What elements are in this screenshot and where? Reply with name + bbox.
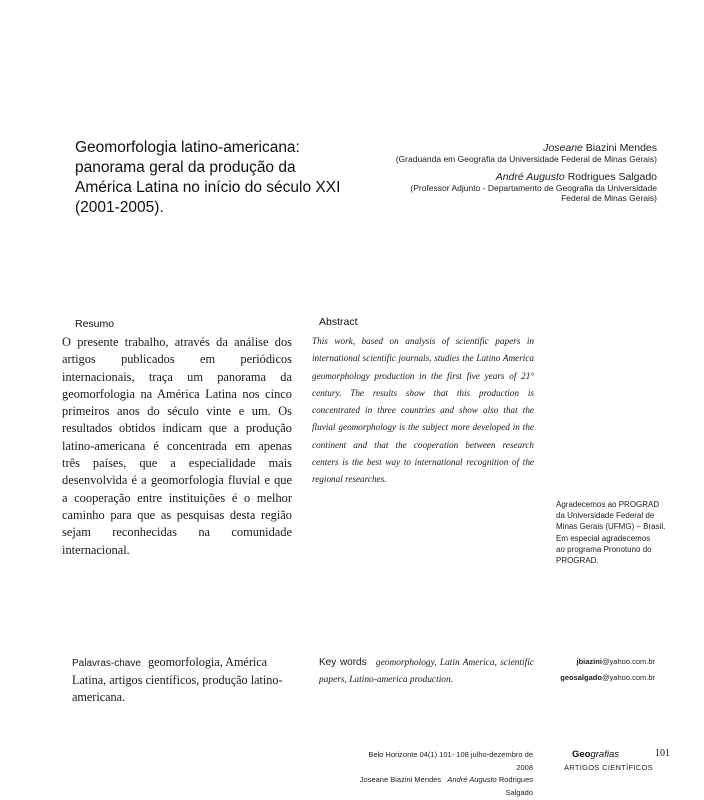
acknowledgment-line: da Universidade Federal de — [556, 511, 655, 521]
email-domain: @yahoo.com.br — [601, 673, 655, 682]
acknowledgment-note — [556, 499, 674, 566]
keywords-pt-text: geomorfologia, América Latina, artigos científicos, produção latino-americana. — [72, 655, 283, 704]
email-domain: @yahoo.com.br — [601, 657, 655, 666]
author-affiliation: (Graduanda em Geografia da Universidade Federal de Minas Gerais) — [395, 154, 657, 164]
acknowledgment-line: Em especial agradecemos — [556, 533, 651, 543]
resumo-body: O presente trabalho, através da análise dos artigos publicados em periódicos internacionais, traça um panorama da geomorfologia na América Latina nos cinco primeiros anos do século vinte e um. Os resultados obtidos indicam que a produção latino-americana é concentrada em apenas três países, que a especialidade mais desenvolvida é a geomorfologia fluvial e que a cooperação entre instituições é o melhor caminho para que as pesquisas desta região sejam reconhecidas na comunidade internacional. — [62, 335, 292, 557]
abstract-body: This work, based on analysis of scientific papers in international scientific journals, studies the Latino America geomorphology production in the first five years of 21° century. The results show that this production is concentrated in three countries and show also that the fluvial geomorphology is the subject more developed in the continent and that the cooperation between research centers is the best way to international recognition of the regional researches. — [312, 336, 534, 485]
acknowledgment-line: PROGRAD. — [556, 556, 599, 566]
keywords-pt-label: Palavras-chave — [72, 658, 141, 669]
footer-citation — [357, 749, 533, 799]
footer-author: Joseane Biazini Mendes — [359, 775, 442, 784]
author-last-name: Biazini Mendes — [585, 142, 657, 154]
author-name — [337, 142, 657, 154]
email-list — [495, 654, 655, 686]
title-line: Geomorfologia latino-americana: — [75, 139, 300, 156]
author-last-name: Rodrigues Salgado — [567, 170, 657, 183]
journal-name-italic: grafias — [590, 749, 619, 760]
author-first-name: André Augusto — [495, 170, 565, 183]
abstract-heading: Abstract — [319, 316, 358, 328]
footer-author-first: André Augusto — [447, 775, 497, 784]
email-user: geosalgado — [560, 673, 602, 682]
author-affiliation: (Professor Adjunto - Departamento de Geografia da Universidade — [410, 182, 657, 193]
email-link[interactable] — [495, 670, 655, 686]
acknowledgment-line: ao programa Pronotuno do — [556, 544, 652, 554]
author-first-name: Joseane — [543, 142, 583, 154]
journal-name-bold: Geo — [572, 749, 591, 760]
footer-citation-line: Belo Horizonte 04(1) 101- 108 julho-dezembro de 2008 — [368, 750, 533, 772]
email-user: jbiazini — [576, 657, 602, 666]
keywords-en-text: geomorphology, Latin America, scientific papers, Latino-america production. — [319, 658, 534, 685]
title-line: panorama geral da produção da — [75, 159, 296, 176]
page-number: 101 — [655, 748, 670, 759]
title-line: América Latina no início do século XXI — [75, 179, 341, 196]
article-title — [75, 138, 341, 218]
keywords-en-label: Key words — [319, 657, 367, 668]
resumo-heading: Resumo — [75, 318, 115, 330]
footer-authors — [357, 774, 533, 799]
author-name — [337, 171, 657, 183]
email-link[interactable] — [495, 654, 655, 670]
title-line: (2001-2005). — [75, 199, 164, 216]
keywords-pt — [72, 654, 290, 706]
author-block — [337, 142, 657, 204]
footer-author-last: Rodrigues Salgado — [498, 775, 533, 797]
acknowledgment-line: Agradecemos ao PROGRAD — [556, 500, 660, 509]
acknowledgment-line: Minas Gerais (UFMG) – Brasil. — [556, 522, 666, 532]
author-affiliation: Federal de Minas Gerais) — [561, 193, 657, 203]
journal-name — [572, 749, 619, 760]
section-label: ARTIGOS CIENTÍFICOS — [564, 763, 653, 772]
